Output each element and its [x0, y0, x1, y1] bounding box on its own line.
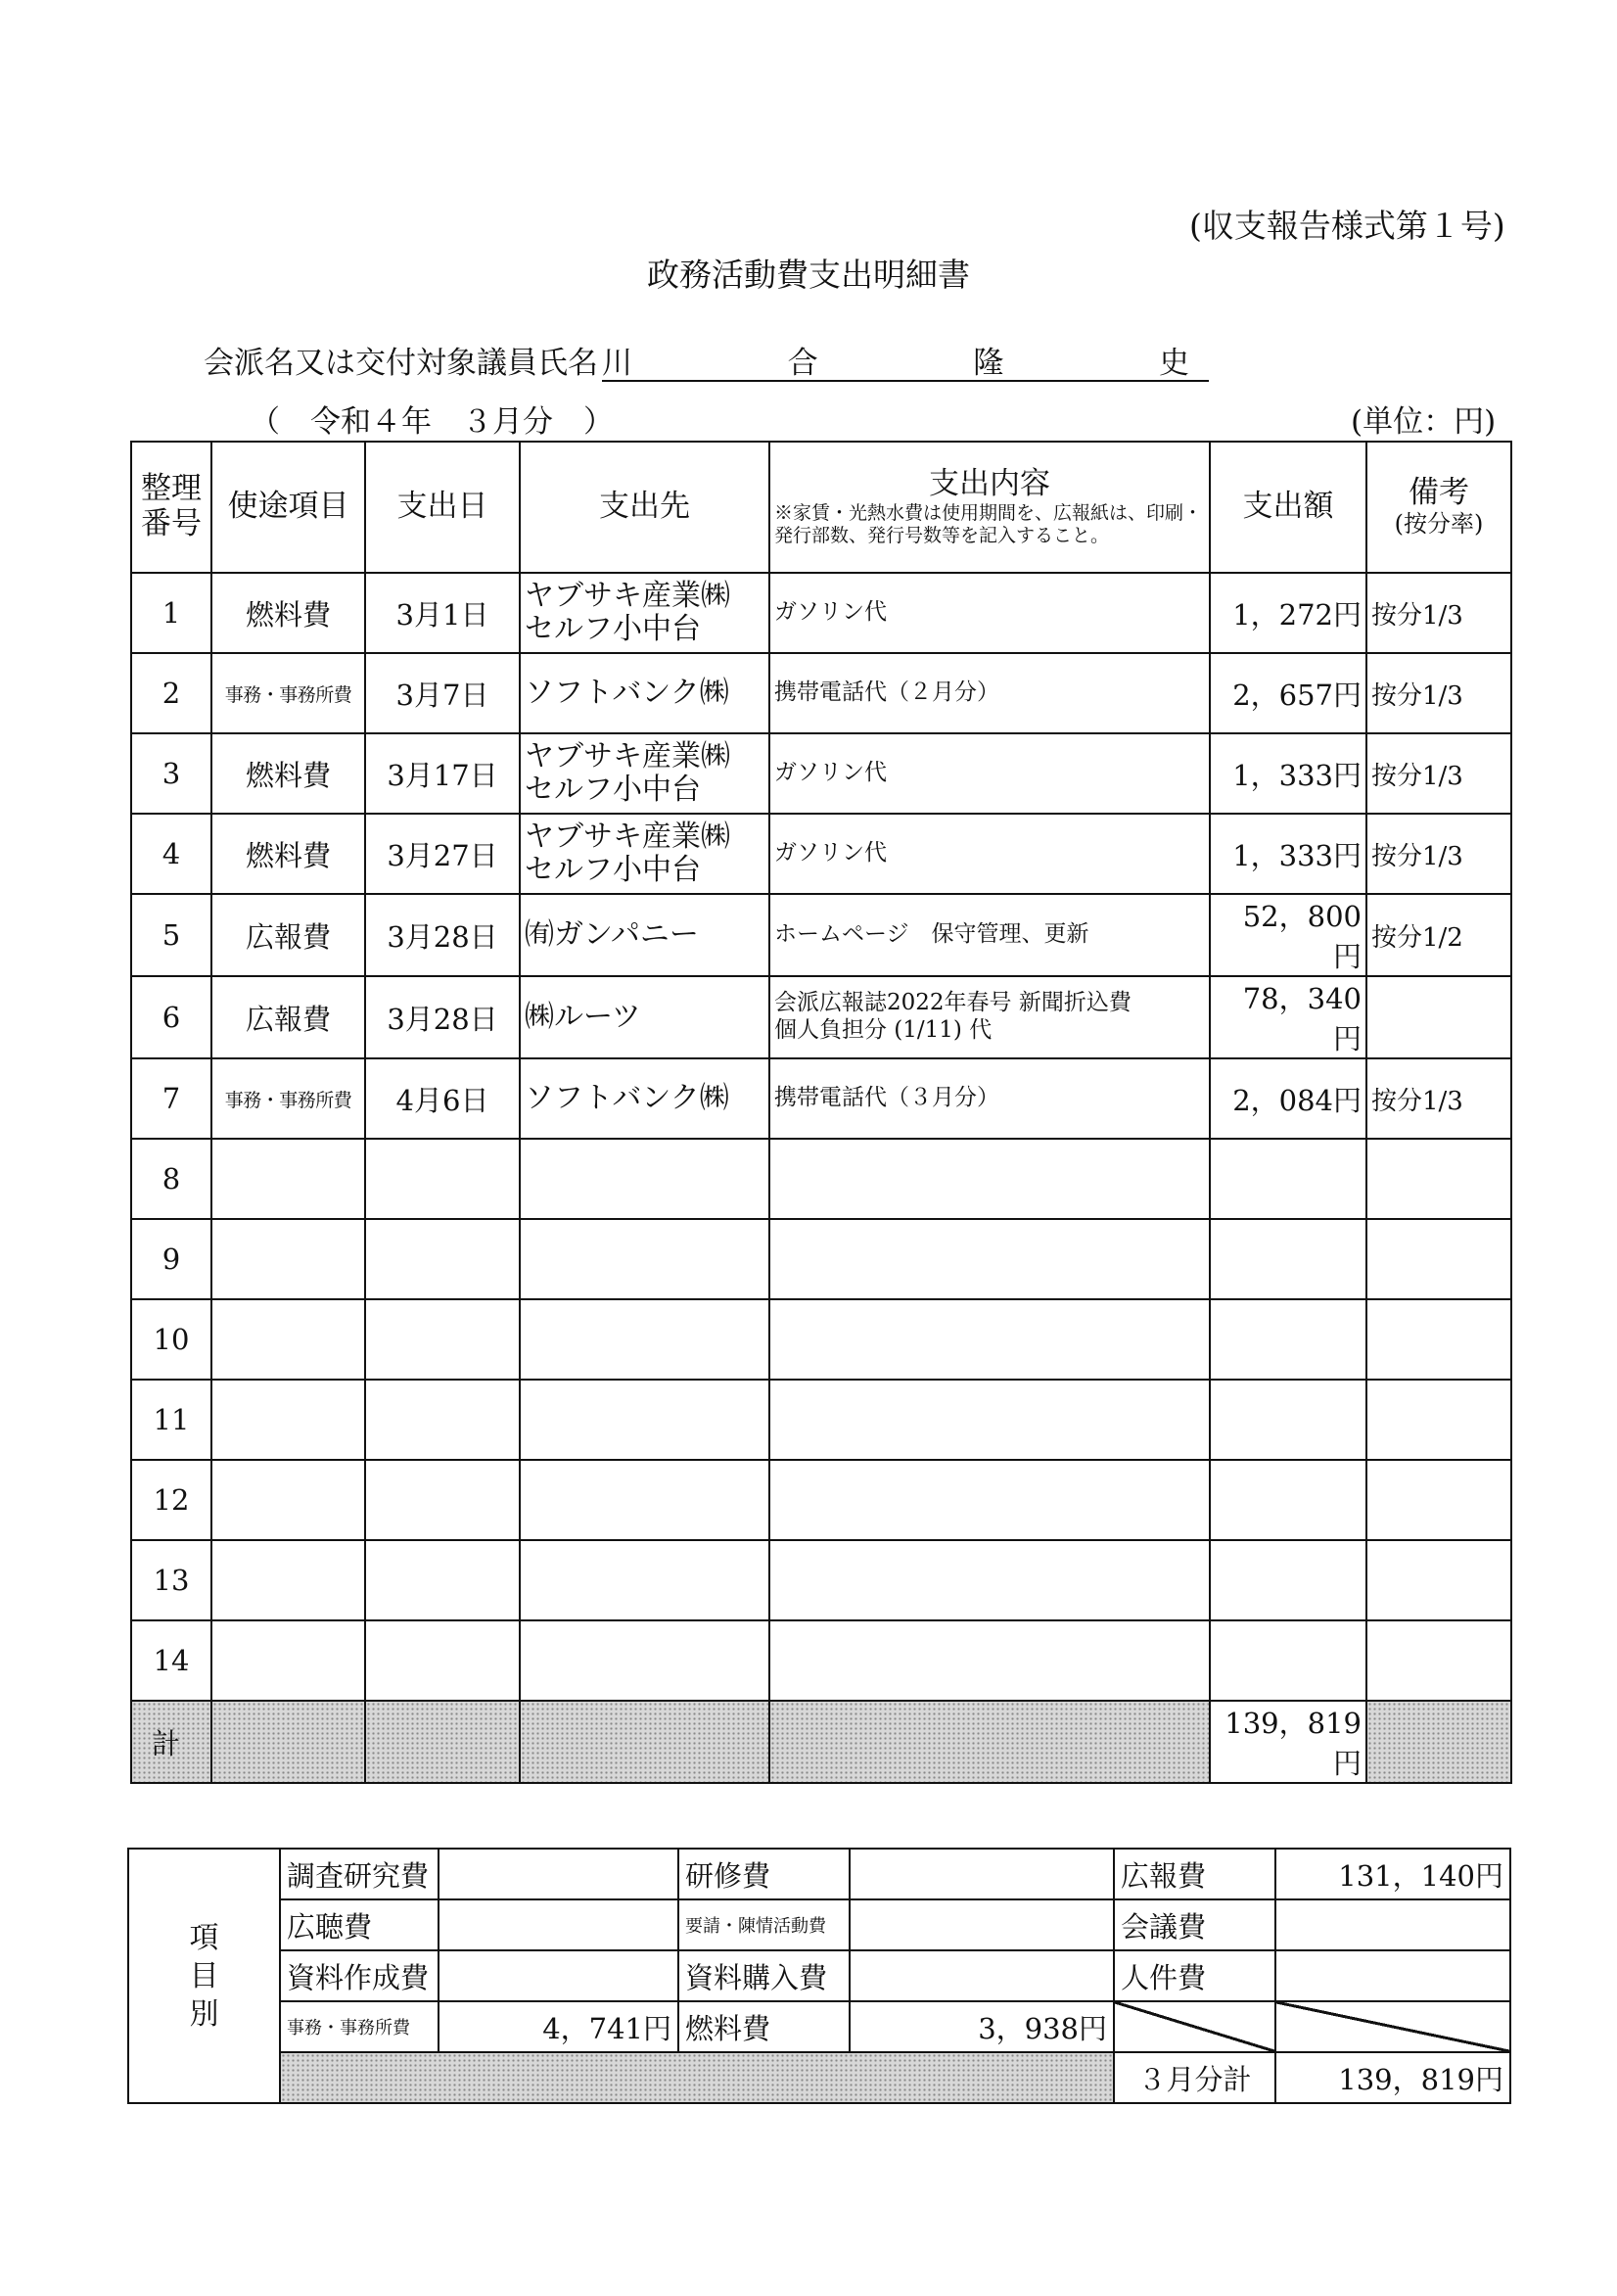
row-description: ガソリン代 — [769, 573, 1210, 653]
row-amount: 52，800円 — [1210, 894, 1366, 976]
row-amount: 1，272円 — [1210, 573, 1366, 653]
meeting-label: 会議費 — [1114, 1899, 1275, 1950]
row-number: 1 — [131, 573, 211, 653]
row-item: 事務・事務所費 — [211, 1058, 365, 1139]
row-number: 8 — [131, 1139, 211, 1219]
row-date — [365, 1219, 520, 1299]
docs-buy-value — [850, 1950, 1114, 2001]
row-number: 10 — [131, 1299, 211, 1380]
row-note — [1366, 1139, 1511, 1219]
hearing-label: 広聴費 — [280, 1899, 439, 1950]
row-item: 事務・事務所費 — [211, 653, 365, 733]
total-shaded-cell — [365, 1701, 520, 1783]
table-row — [131, 733, 1511, 814]
row-note: 按分1/3 — [1366, 653, 1511, 733]
table-header-row — [131, 442, 1511, 573]
row-item — [211, 1139, 365, 1219]
row-date: 3月28日 — [365, 976, 520, 1058]
row-description: ガソリン代 — [769, 814, 1210, 894]
header-description-title: 支出内容 — [929, 466, 1050, 502]
summary-row — [128, 1849, 1510, 1899]
row-description — [769, 1380, 1210, 1460]
row-date: 4月6日 — [365, 1058, 520, 1139]
summary-row — [128, 1899, 1510, 1950]
row-number: 13 — [131, 1540, 211, 1620]
row-item — [211, 1380, 365, 1460]
header-note-sub: (按分率) — [1394, 510, 1484, 539]
personnel-value — [1275, 1950, 1510, 2001]
row-number: 3 — [131, 733, 211, 814]
table-row — [131, 1460, 1511, 1540]
row-description: ホームページ 保守管理、更新 — [769, 894, 1210, 976]
row-note — [1366, 1540, 1511, 1620]
header-item: 使途項目 — [211, 442, 365, 573]
header-no-text: 整理番号 — [141, 471, 202, 541]
summary-side-label — [128, 1849, 280, 2103]
header-note — [1366, 442, 1511, 573]
row-item — [211, 1460, 365, 1540]
row-payee — [520, 1380, 769, 1460]
row-item — [211, 1540, 365, 1620]
row-description — [769, 1299, 1210, 1380]
row-number: 11 — [131, 1380, 211, 1460]
row-description: 携帯電話代（３月分） — [769, 1058, 1210, 1139]
row-item: 燃料費 — [211, 733, 365, 814]
table-row — [131, 814, 1511, 894]
row-payee — [520, 1620, 769, 1701]
row-number: 14 — [131, 1620, 211, 1701]
row-item — [211, 1219, 365, 1299]
row-date — [365, 1540, 520, 1620]
meeting-value — [1275, 1899, 1510, 1950]
table-row — [131, 976, 1511, 1058]
row-amount — [1210, 1219, 1366, 1299]
row-description — [769, 1219, 1210, 1299]
table-row — [131, 1139, 1511, 1219]
docs-make-value — [439, 1950, 678, 2001]
row-item — [211, 1299, 365, 1380]
row-note: 按分1/3 — [1366, 733, 1511, 814]
row-note — [1366, 1620, 1511, 1701]
row-amount — [1210, 1139, 1366, 1219]
summary-side-label-text: 項 目 別 — [189, 1920, 219, 2032]
summary-row — [128, 1950, 1510, 2001]
row-payee: ソフトバンク㈱ — [520, 653, 769, 733]
row-payee — [520, 1540, 769, 1620]
row-payee — [520, 1219, 769, 1299]
training-value — [850, 1849, 1114, 1899]
member-name-char: 合 — [787, 346, 818, 381]
table-row — [131, 573, 1511, 653]
row-date — [365, 1380, 520, 1460]
hearing-value — [439, 1899, 678, 1950]
header-no — [131, 442, 211, 573]
row-number: 7 — [131, 1058, 211, 1139]
row-note: 按分1/3 — [1366, 1058, 1511, 1139]
header-note-title: 備考 — [1409, 475, 1469, 511]
member-name-char: 隆 — [973, 346, 1004, 381]
total-shaded-cell — [769, 1701, 1210, 1783]
row-amount — [1210, 1460, 1366, 1540]
row-date — [365, 1299, 520, 1380]
header-amount: 支出額 — [1210, 442, 1366, 573]
row-note — [1366, 1219, 1511, 1299]
form-number: (収支報告様式第１号) — [1189, 207, 1505, 245]
summary-row — [128, 2001, 1510, 2052]
row-date: 3月7日 — [365, 653, 520, 733]
row-note: 按分1/2 — [1366, 894, 1511, 976]
research-label: 調査研究費 — [280, 1849, 439, 1899]
row-item: 広報費 — [211, 976, 365, 1058]
diagonal-blank-cell — [1114, 2001, 1275, 2052]
diagonal-blank-cell — [1275, 2001, 1510, 2052]
row-description — [769, 1460, 1210, 1540]
row-payee — [520, 1460, 769, 1540]
header-description — [769, 442, 1210, 573]
row-description: 携帯電話代（２月分） — [769, 653, 1210, 733]
row-date — [365, 1139, 520, 1219]
table-row — [131, 1058, 1511, 1139]
row-date — [365, 1620, 520, 1701]
row-payee: ヤブサキ産業㈱ セルフ小中台 — [520, 814, 769, 894]
row-payee: ソフトバンク㈱ — [520, 1058, 769, 1139]
petition-label: 要請・陳情活動費 — [678, 1899, 850, 1950]
row-amount: 1，333円 — [1210, 733, 1366, 814]
row-number: 12 — [131, 1460, 211, 1540]
member-name — [602, 338, 1189, 382]
pr-value: 131，140円 — [1275, 1849, 1510, 1899]
training-label: 研修費 — [678, 1849, 850, 1899]
row-date — [365, 1460, 520, 1540]
table-row — [131, 1380, 1511, 1460]
row-amount — [1210, 1540, 1366, 1620]
total-label: 計 — [131, 1701, 211, 1783]
header-date: 支出日 — [365, 442, 520, 573]
row-note — [1366, 1299, 1511, 1380]
month-total-value: 139，819円 — [1275, 2052, 1510, 2103]
summary-shaded-cell — [280, 2052, 1114, 2103]
row-description: ガソリン代 — [769, 733, 1210, 814]
member-name-char: 川 — [602, 346, 632, 381]
total-row — [131, 1701, 1511, 1783]
row-date: 3月27日 — [365, 814, 520, 894]
office-value: 4，741円 — [439, 2001, 678, 2052]
row-number: 5 — [131, 894, 211, 976]
row-description: 会派広報誌2022年春号 新聞折込費 個人負担分 (1/11) 代 — [769, 976, 1210, 1058]
row-number: 2 — [131, 653, 211, 733]
row-date: 3月17日 — [365, 733, 520, 814]
period: （ 令和４年 ３月分 ） — [250, 404, 614, 440]
row-note: 按分1/3 — [1366, 573, 1511, 653]
research-value — [439, 1849, 678, 1899]
member-label: 会派名又は交付対象議員氏名 — [204, 346, 598, 381]
row-description — [769, 1620, 1210, 1701]
row-number: 6 — [131, 976, 211, 1058]
member-underline — [602, 380, 1209, 382]
row-date: 3月1日 — [365, 573, 520, 653]
row-amount — [1210, 1620, 1366, 1701]
summary-table — [127, 1848, 1511, 2104]
row-item: 燃料費 — [211, 814, 365, 894]
fuel-label: 燃料費 — [678, 2001, 850, 2052]
total-shaded-cell — [1366, 1701, 1511, 1783]
office-label: 事務・事務所費 — [280, 2001, 439, 2052]
row-amount: 2，657円 — [1210, 653, 1366, 733]
row-payee: ㈱ルーツ — [520, 976, 769, 1058]
row-amount — [1210, 1299, 1366, 1380]
row-description — [769, 1540, 1210, 1620]
member-name-char: 史 — [1158, 346, 1189, 381]
docs-make-label: 資料作成費 — [280, 1950, 439, 2001]
row-note — [1366, 976, 1511, 1058]
total-shaded-cell — [520, 1701, 769, 1783]
row-date: 3月28日 — [365, 894, 520, 976]
table-row — [131, 653, 1511, 733]
expense-table — [130, 441, 1512, 1784]
unit-label: (単位：円) — [1351, 404, 1497, 440]
row-payee: ヤブサキ産業㈱ セルフ小中台 — [520, 573, 769, 653]
row-payee: ㈲ガンパニー — [520, 894, 769, 976]
row-note — [1366, 1460, 1511, 1540]
fuel-value: 3，938円 — [850, 2001, 1114, 2052]
row-payee: ヤブサキ産業㈱ セルフ小中台 — [520, 733, 769, 814]
row-item: 広報費 — [211, 894, 365, 976]
row-note: 按分1/3 — [1366, 814, 1511, 894]
month-total-label: ３月分計 — [1114, 2052, 1275, 2103]
row-item: 燃料費 — [211, 573, 365, 653]
header-payee: 支出先 — [520, 442, 769, 573]
docs-buy-label: 資料購入費 — [678, 1950, 850, 2001]
summary-row — [128, 2052, 1510, 2103]
table-row — [131, 1540, 1511, 1620]
row-description — [769, 1139, 1210, 1219]
row-payee — [520, 1139, 769, 1219]
row-amount: 78，340円 — [1210, 976, 1366, 1058]
row-payee — [520, 1299, 769, 1380]
row-amount — [1210, 1380, 1366, 1460]
row-amount: 1，333円 — [1210, 814, 1366, 894]
row-number: 4 — [131, 814, 211, 894]
total-shaded-cell — [211, 1701, 365, 1783]
table-row — [131, 1620, 1511, 1701]
document-title: 政務活動費支出明細書 — [647, 256, 970, 294]
row-number: 9 — [131, 1219, 211, 1299]
row-note — [1366, 1380, 1511, 1460]
row-item — [211, 1620, 365, 1701]
table-row — [131, 894, 1511, 976]
petition-value — [850, 1899, 1114, 1950]
row-amount: 2，084円 — [1210, 1058, 1366, 1139]
table-row — [131, 1219, 1511, 1299]
total-amount: 139，819円 — [1210, 1701, 1366, 1783]
personnel-label: 人件費 — [1114, 1950, 1275, 2001]
table-row — [131, 1299, 1511, 1380]
header-description-note: ※家賃・光熱水費は使用期間を、広報紙は、印刷・発行部数、発行号数等を記入すること。 — [774, 502, 1203, 546]
pr-label: 広報費 — [1114, 1849, 1275, 1899]
